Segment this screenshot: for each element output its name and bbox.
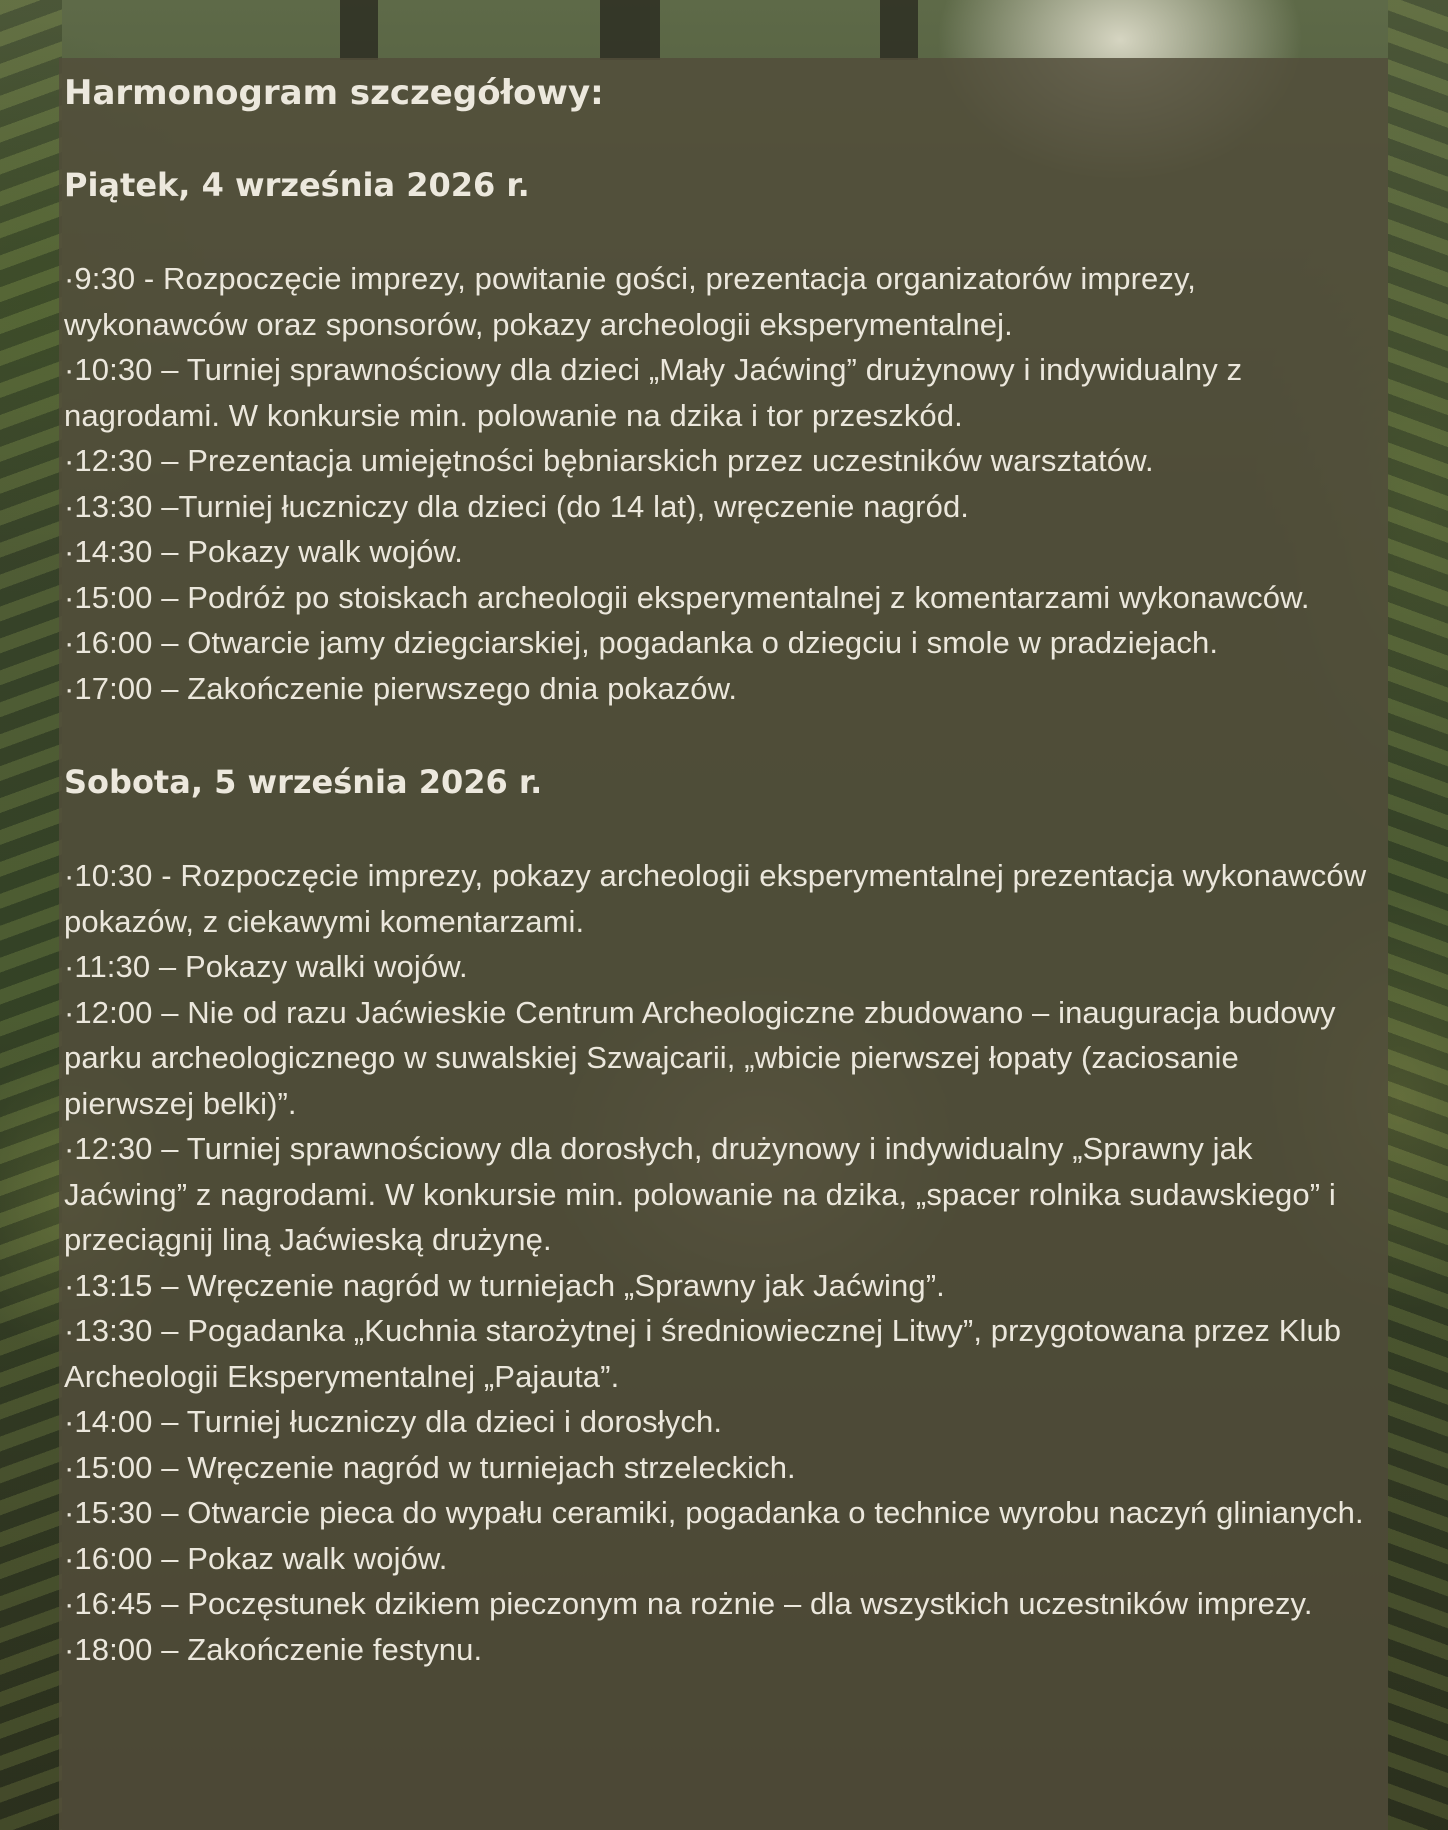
schedule-item: ·18:00 – Zakończenie festynu. — [64, 1631, 483, 1667]
schedule-item: ·15:00 – Podróż po stoiskach archeologii eksperymentalnej z komentarzami wykonawców. — [64, 579, 1310, 615]
schedule-item: ·15:30 – Otwarcie pieca do wypału ceramiki, pogadanka o technice wyrobu naczyń glinianych. — [64, 1495, 1364, 1530]
schedule-item: ·14:00 – Turniej łuczniczy dla dzieci i dorosłych. — [64, 1404, 723, 1439]
schedule-item: ·11:30 – Pokazy walki wojów. — [64, 949, 468, 984]
schedule-item: ·14:30 – Pokazy walk wojów. — [64, 534, 464, 569]
day-heading-saturday: Sobota, 5 września 2026 r. — [64, 763, 543, 801]
schedule-item: ·10:30 - Rozpoczęcie imprezy, pokazy archeologii eksperymentalnej prezentacja wykonawców pokazów, z ciekawymi komentarzami. — [64, 858, 1367, 939]
tree-trunk — [600, 0, 660, 60]
tree-trunk — [340, 0, 378, 60]
schedule-item: ·13:30 – Pogadanka „Kuchnia starożytnej i średniowiecznej Litwy”, przygotowana przez Klub Archeologii Eksperymentalnej „Pajauta”. — [64, 1313, 1342, 1394]
schedule-item: ·12:00 – Nie od razu Jaćwieskie Centrum Archeologiczne zbudowano – inauguracja budowy parku archeologicznego w suwalskiej Szwajcarii, „wbicie pierwszej łopaty (zaciosanie pierwszej belki)”. — [64, 994, 1336, 1121]
tree-trunk — [880, 0, 918, 60]
foliage-right — [1388, 0, 1448, 1830]
schedule-item: ·12:30 – Turniej sprawnościowy dla dorosłych, drużynowy i indywidualny „Sprawny jak Jaćwing” z nagrodami. W konkursie min. polowanie na dzika, „spacer rolnika sudawskiego” i przeciągnij liną Jaćwieską drużynę. — [64, 1131, 1336, 1257]
foliage-left — [0, 0, 62, 1830]
schedule-item: ·9:30 - Rozpoczęcie imprezy, powitanie gości, prezentacja organizatorów imprezy, wykonawców oraz sponsorów, pokazy archeologii eksperymentalnej. — [64, 261, 1196, 342]
friday-schedule-list — [64, 256, 1388, 711]
schedule-item: ·13:30 –Turniej łuczniczy dla dzieci (do 14 lat), wręczenie nagród. — [64, 488, 970, 524]
schedule-item: ·16:00 – Otwarcie jamy dziegciarskiej, pogadanka o dziegciu i smole w pradziejach. — [64, 625, 1219, 660]
schedule-item: ·16:45 – Poczęstunek dzikiem pieczonym na rożnie – dla wszystkich uczestników imprezy. — [64, 1586, 1313, 1621]
schedule-item: ·10:30 – Turniej sprawnościowy dla dzieci „Mały Jaćwing” drużynowy i indywidualny z nagrodami. W konkursie min. polowanie na dzika i tor przeszkód. — [64, 352, 1243, 433]
schedule-item: ·12:30 – Prezentacja umiejętności bębniarskich przez uczestników warsztatów. — [64, 443, 1154, 478]
schedule-item: ·15:00 – Wręczenie nagród w turniejach strzeleckich. — [64, 1449, 796, 1485]
saturday-schedule-list — [64, 853, 1388, 1672]
schedule-item: ·17:00 – Zakończenie pierwszego dnia pokazów. — [64, 670, 738, 706]
schedule-panel — [59, 58, 1388, 1830]
schedule-title: Harmonogram szczegółowy: — [64, 73, 604, 113]
schedule-item: ·13:15 – Wręczenie nagród w turniejach „Sprawny jak Jaćwing”. — [64, 1267, 945, 1303]
day-heading-friday: Piątek, 4 września 2026 r. — [64, 166, 530, 204]
schedule-item: ·16:00 – Pokaz walk wojów. — [64, 1540, 448, 1576]
